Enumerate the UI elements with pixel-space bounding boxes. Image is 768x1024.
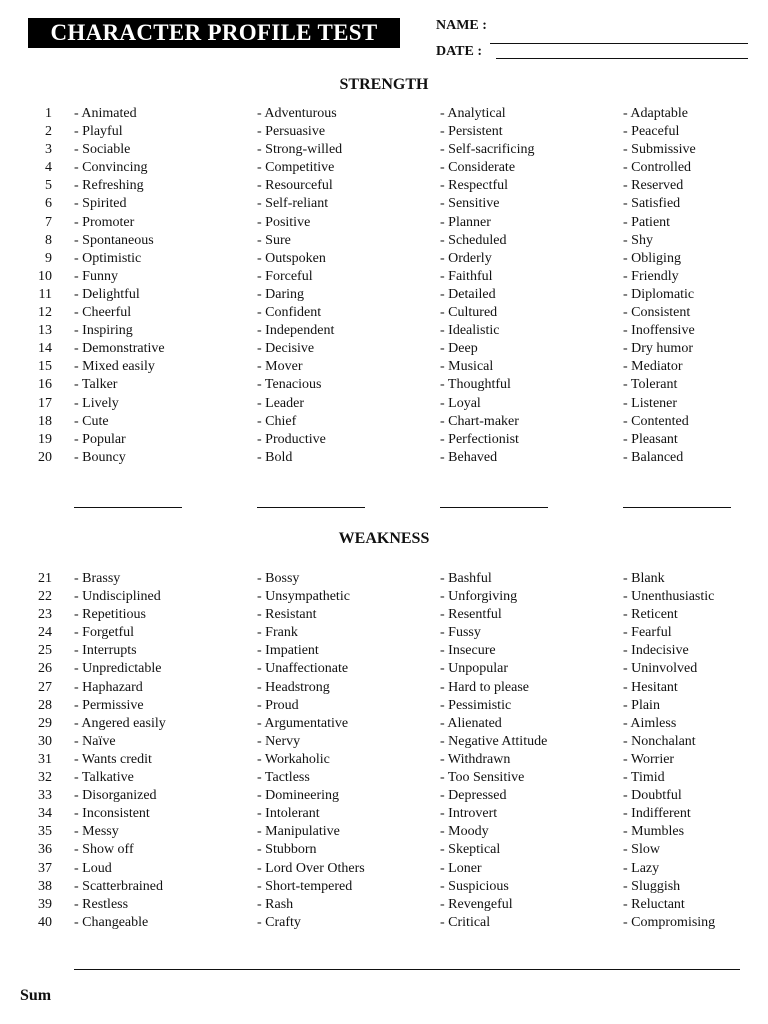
row-number: 20: [38, 449, 52, 465]
row-number: 25: [38, 643, 52, 659]
trait-col-2[interactable]: - Decisive: [257, 341, 315, 357]
trait-col-2[interactable]: - Tenacious: [257, 377, 322, 393]
trait-col-3[interactable]: - Introvert: [440, 806, 498, 822]
table-row: [0, 642, 768, 660]
row-number: 34: [38, 806, 52, 822]
trait-col-1[interactable]: - Funny: [74, 268, 118, 284]
trait-col-2[interactable]: - Self-reliant: [257, 196, 329, 212]
trait-col-1[interactable]: - Angered easily: [74, 715, 166, 731]
row-number: 32: [38, 770, 52, 786]
trait-col-2[interactable]: - Resistant: [257, 607, 317, 623]
trait-col-2[interactable]: - Chief: [257, 413, 297, 429]
trait-col-1[interactable]: - Loud: [74, 860, 112, 876]
sum-field[interactable]: [74, 969, 740, 970]
trait-col-4[interactable]: - Controlled: [623, 160, 692, 176]
trait-col-4[interactable]: - Nonchalant: [623, 733, 696, 749]
row-number: 40: [38, 914, 52, 930]
row-number: 13: [38, 323, 52, 339]
trait-col-3[interactable]: - Unforgiving: [440, 589, 518, 605]
trait-col-4[interactable]: - Balanced: [623, 449, 684, 465]
trait-col-1[interactable]: - Popular: [74, 431, 126, 447]
table-row: [0, 105, 768, 123]
trait-col-1[interactable]: - Playful: [74, 124, 123, 140]
trait-col-2[interactable]: - Intolerant: [257, 806, 320, 822]
trait-col-3[interactable]: - Loner: [440, 860, 482, 876]
trait-col-3[interactable]: - Skeptical: [440, 842, 501, 858]
trait-col-4[interactable]: - Consistent: [623, 305, 691, 321]
strength-score-col-2[interactable]: [257, 507, 365, 508]
trait-col-1[interactable]: - Forgetful: [74, 625, 135, 641]
strength-list: [0, 105, 768, 467]
strength-score-col-3[interactable]: [440, 507, 548, 508]
table-row: [0, 268, 768, 286]
table-row: [0, 340, 768, 358]
trait-col-3[interactable]: - Idealistic: [440, 323, 500, 339]
trait-col-2[interactable]: - Unaffectionate: [257, 661, 349, 677]
trait-col-3[interactable]: - Negative Attitude: [440, 733, 548, 749]
trait-col-1[interactable]: - Unpredictable: [74, 661, 162, 677]
table-row: [0, 805, 768, 823]
table-row: [0, 413, 768, 431]
page-title: CHARACTER PROFILE TEST: [28, 18, 400, 48]
trait-col-3[interactable]: - Insecure: [440, 643, 496, 659]
trait-col-4[interactable]: - Diplomatic: [623, 286, 695, 302]
table-row: [0, 769, 768, 787]
row-number: 2: [45, 124, 52, 140]
table-row: [0, 733, 768, 751]
trait-col-4[interactable]: - Friendly: [623, 268, 679, 284]
name-label: NAME :: [436, 18, 487, 33]
trait-col-3[interactable]: - Bashful: [440, 571, 492, 586]
trait-col-3[interactable]: - Respectful: [440, 178, 509, 194]
trait-col-4[interactable]: - Sluggish: [623, 878, 681, 894]
table-row: [0, 286, 768, 304]
trait-col-1[interactable]: - Messy: [74, 824, 119, 840]
table-row: [0, 570, 768, 588]
trait-col-4[interactable]: - Reluctant: [623, 896, 685, 912]
trait-col-2[interactable]: - Bossy: [257, 571, 300, 586]
trait-col-3[interactable]: - Hard to please: [440, 679, 530, 695]
trait-col-3[interactable]: - Detailed: [440, 286, 496, 302]
trait-col-4[interactable]: - Worrier: [623, 751, 675, 767]
trait-col-4[interactable]: - Adaptable: [623, 106, 688, 121]
table-row: [0, 679, 768, 697]
row-number: 21: [38, 571, 52, 586]
trait-col-3[interactable]: - Depressed: [440, 788, 507, 804]
trait-col-4[interactable]: - Satisfied: [623, 196, 681, 212]
row-number: 5: [45, 178, 52, 194]
strength-score-col-1[interactable]: [74, 507, 182, 508]
trait-col-3[interactable]: - Behaved: [440, 449, 498, 465]
row-number: 36: [38, 842, 52, 858]
trait-col-4[interactable]: - Obliging: [623, 250, 681, 266]
row-number: 8: [45, 232, 52, 248]
trait-col-1[interactable]: - Scatterbrained: [74, 878, 164, 894]
table-row: [0, 606, 768, 624]
trait-col-2[interactable]: - Stubborn: [257, 842, 317, 858]
row-number: 7: [45, 214, 52, 230]
trait-col-1[interactable]: - Talker: [74, 377, 118, 393]
trait-col-3[interactable]: - Persistent: [440, 124, 503, 140]
trait-col-2[interactable]: - Persuasive: [257, 124, 326, 140]
trait-col-1[interactable]: - Brassy: [74, 571, 121, 586]
trait-col-3[interactable]: - Suspicious: [440, 878, 509, 894]
row-number: 27: [38, 679, 52, 695]
trait-col-1[interactable]: - Bouncy: [74, 449, 126, 465]
table-row: [0, 141, 768, 159]
trait-col-3[interactable]: - Pessimistic: [440, 697, 512, 713]
trait-col-4[interactable]: - Contented: [623, 413, 689, 429]
row-number: 37: [38, 860, 52, 876]
trait-col-3[interactable]: - Critical: [440, 914, 491, 930]
row-number: 30: [38, 733, 52, 749]
trait-col-2[interactable]: - Unsympathetic: [257, 589, 350, 605]
trait-col-4[interactable]: - Shy: [623, 232, 653, 248]
weakness-title: WEAKNESS: [338, 530, 430, 547]
date-label: DATE :: [436, 44, 483, 59]
trait-col-1[interactable]: - Sociable: [74, 142, 131, 158]
row-number: 16: [38, 377, 52, 393]
row-number: 31: [38, 751, 52, 767]
trait-col-1[interactable]: - Show off: [74, 842, 134, 858]
row-number: 23: [38, 607, 52, 623]
row-number: 38: [38, 878, 52, 894]
trait-col-4[interactable]: - Fearful: [623, 625, 672, 641]
row-number: 12: [38, 305, 52, 321]
table-row: [0, 214, 768, 232]
trait-col-2[interactable]: - Resourceful: [257, 178, 333, 194]
table-row: [0, 878, 768, 896]
trait-col-1[interactable]: - Promoter: [74, 214, 135, 230]
trait-col-4[interactable]: - Plain: [623, 697, 660, 713]
row-number: 10: [38, 268, 52, 284]
trait-col-1[interactable]: - Spirited: [74, 196, 127, 212]
trait-col-4[interactable]: - Indifferent: [623, 806, 691, 822]
trait-col-4[interactable]: - Peaceful: [623, 124, 680, 140]
trait-col-2[interactable]: - Lord Over Others: [257, 860, 365, 876]
row-number: 6: [45, 196, 52, 212]
table-row: [0, 395, 768, 413]
trait-col-1[interactable]: - Changeable: [74, 914, 149, 930]
row-number: 14: [38, 341, 52, 357]
trait-col-1[interactable]: - Cheerful: [74, 305, 132, 321]
trait-col-4[interactable]: - Indecisive: [623, 643, 689, 659]
row-number: 11: [38, 286, 52, 302]
trait-col-3[interactable]: - Unpopular: [440, 661, 509, 677]
row-number: 17: [38, 395, 52, 411]
trait-col-1[interactable]: - Delightful: [74, 286, 140, 302]
trait-col-2[interactable]: - Daring: [257, 286, 305, 302]
trait-col-1[interactable]: - Lively: [74, 395, 119, 411]
table-row: [0, 431, 768, 449]
row-number: 22: [38, 589, 52, 605]
trait-col-2[interactable]: - Competitive: [257, 160, 335, 176]
weakness-list: [0, 570, 768, 932]
trait-col-4[interactable]: - Reserved: [623, 178, 684, 194]
trait-col-2[interactable]: - Strong-willed: [257, 142, 343, 158]
trait-col-2[interactable]: - Bold: [257, 449, 293, 465]
row-number: 9: [45, 250, 52, 266]
trait-col-2[interactable]: - Frank: [257, 625, 298, 641]
trait-col-4[interactable]: - Tolerant: [623, 377, 678, 393]
table-row: [0, 841, 768, 859]
trait-col-2[interactable]: - Mover: [257, 359, 303, 375]
row-number: 19: [38, 431, 52, 447]
trait-col-3[interactable]: - Faithful: [440, 268, 493, 284]
table-row: [0, 860, 768, 878]
trait-col-4[interactable]: - Pleasant: [623, 431, 678, 447]
trait-col-2[interactable]: - Outspoken: [257, 250, 326, 266]
trait-col-3[interactable]: - Orderly: [440, 250, 492, 266]
row-number: 39: [38, 896, 52, 912]
trait-col-1[interactable]: - Restless: [74, 896, 129, 912]
table-row: [0, 624, 768, 642]
trait-col-4[interactable]: - Reticent: [623, 607, 678, 623]
trait-col-4[interactable]: - Unenthusiastic: [623, 589, 715, 605]
trait-col-1[interactable]: - Optimistic: [74, 250, 142, 266]
row-number: 26: [38, 661, 52, 677]
trait-col-4[interactable]: - Compromising: [623, 914, 716, 930]
table-row: [0, 697, 768, 715]
trait-col-1[interactable]: - Interrupts: [74, 643, 137, 659]
trait-col-3[interactable]: - Alienated: [440, 715, 502, 731]
trait-col-4[interactable]: - Submissive: [623, 142, 696, 158]
row-number: 15: [38, 359, 52, 375]
trait-col-1[interactable]: - Refreshing: [74, 178, 144, 194]
trait-col-3[interactable]: - Fussy: [440, 625, 481, 641]
trait-col-2[interactable]: - Leader: [257, 395, 305, 411]
trait-col-2[interactable]: - Rash: [257, 896, 294, 912]
trait-col-2[interactable]: - Tactless: [257, 770, 310, 786]
trait-col-4[interactable]: - Timid: [623, 770, 665, 786]
trait-col-4[interactable]: - Slow: [623, 842, 660, 858]
trait-col-1[interactable]: - Inconsistent: [74, 806, 150, 822]
trait-col-1[interactable]: - Haphazard: [74, 679, 143, 695]
table-row: [0, 123, 768, 141]
trait-col-4[interactable]: - Mumbles: [623, 824, 685, 840]
trait-col-3[interactable]: - Perfectionist: [440, 431, 519, 447]
trait-col-2[interactable]: - Workaholic: [257, 751, 330, 767]
trait-col-2[interactable]: - Sure: [257, 232, 291, 248]
trait-col-1[interactable]: - Convincing: [74, 160, 148, 176]
trait-col-2[interactable]: - Short-tempered: [257, 878, 353, 894]
trait-col-2[interactable]: - Positive: [257, 214, 311, 230]
trait-col-4[interactable]: - Inoffensive: [623, 323, 695, 339]
trait-col-3[interactable]: - Resentful: [440, 607, 502, 623]
trait-col-4[interactable]: - Lazy: [623, 860, 660, 876]
trait-col-4[interactable]: - Patient: [623, 214, 671, 230]
row-number: 29: [38, 715, 52, 731]
row-number: 28: [38, 697, 52, 713]
strength-score-col-4[interactable]: [623, 507, 731, 508]
trait-col-1[interactable]: - Inspiring: [74, 323, 133, 339]
trait-col-4[interactable]: - Doubtful: [623, 788, 682, 804]
row-number: 18: [38, 413, 52, 429]
table-row: [0, 304, 768, 322]
trait-col-1[interactable]: - Undisciplined: [74, 589, 161, 605]
trait-col-1[interactable]: - Cute: [74, 413, 109, 429]
strength-title: STRENGTH: [339, 76, 429, 93]
row-number: 24: [38, 625, 52, 641]
row-number: 1: [45, 106, 52, 121]
trait-col-3[interactable]: - Analytical: [440, 106, 506, 121]
table-row: [0, 159, 768, 177]
trait-col-4[interactable]: - Listener: [623, 395, 678, 411]
trait-col-3[interactable]: - Cultured: [440, 305, 498, 321]
trait-col-2[interactable]: - Manipulative: [257, 824, 340, 840]
trait-col-3[interactable]: - Planner: [440, 214, 491, 230]
table-row: [0, 232, 768, 250]
trait-col-2[interactable]: - Proud: [257, 697, 299, 713]
trait-col-2[interactable]: - Domineering: [257, 788, 340, 804]
trait-col-1[interactable]: - Talkative: [74, 770, 134, 786]
trait-col-2[interactable]: - Confident: [257, 305, 322, 321]
trait-col-1[interactable]: - Demonstrative: [74, 341, 165, 357]
table-row: [0, 449, 768, 467]
table-row: [0, 588, 768, 606]
trait-col-4[interactable]: - Dry humor: [623, 341, 693, 357]
trait-col-2[interactable]: - Independent: [257, 323, 335, 339]
trait-col-2[interactable]: - Productive: [257, 431, 326, 447]
table-row: [0, 751, 768, 769]
trait-col-2[interactable]: - Nervy: [257, 733, 301, 749]
name-field[interactable]: [490, 43, 748, 44]
trait-col-3[interactable]: - Scheduled: [440, 232, 507, 248]
table-row: [0, 250, 768, 268]
row-number: 4: [45, 160, 52, 176]
trait-col-2[interactable]: - Forceful: [257, 268, 313, 284]
row-number: 35: [38, 824, 52, 840]
table-row: [0, 715, 768, 733]
table-row: [0, 823, 768, 841]
table-row: [0, 358, 768, 376]
table-row: [0, 177, 768, 195]
table-row: [0, 896, 768, 914]
trait-col-4[interactable]: - Blank: [623, 571, 665, 586]
trait-col-3[interactable]: - Thoughtful: [440, 377, 511, 393]
trait-col-3[interactable]: - Musical: [440, 359, 494, 375]
trait-col-1[interactable]: - Naïve: [74, 733, 116, 749]
trait-col-3[interactable]: - Loyal: [440, 395, 481, 411]
trait-col-2[interactable]: - Headstrong: [257, 679, 330, 695]
trait-col-1[interactable]: - Animated: [74, 106, 137, 121]
trait-col-4[interactable]: - Aimless: [623, 715, 677, 731]
date-field[interactable]: [496, 58, 748, 59]
trait-col-2[interactable]: - Impatient: [257, 643, 319, 659]
trait-col-2[interactable]: - Argumentative: [257, 715, 349, 731]
trait-col-1[interactable]: - Mixed easily: [74, 359, 155, 375]
trait-col-2[interactable]: - Adventurous: [257, 106, 337, 121]
trait-col-3[interactable]: - Moody: [440, 824, 489, 840]
trait-col-3[interactable]: - Deep: [440, 341, 478, 357]
table-row: [0, 195, 768, 213]
sum-label: Sum: [20, 987, 52, 1004]
row-number: 3: [45, 142, 52, 158]
trait-col-1[interactable]: - Disorganized: [74, 788, 157, 804]
trait-col-3[interactable]: - Too Sensitive: [440, 770, 525, 786]
trait-col-4[interactable]: - Hesitant: [623, 679, 678, 695]
trait-col-4[interactable]: - Uninvolved: [623, 661, 698, 677]
row-number: 33: [38, 788, 52, 804]
trait-col-4[interactable]: - Mediator: [623, 359, 683, 375]
trait-col-3[interactable]: - Revengeful: [440, 896, 513, 912]
table-row: [0, 787, 768, 805]
trait-col-3[interactable]: - Sensitive: [440, 196, 500, 212]
table-row: [0, 660, 768, 678]
trait-col-1[interactable]: - Wants credit: [74, 751, 152, 767]
trait-col-2[interactable]: - Crafty: [257, 914, 301, 930]
table-row: [0, 914, 768, 932]
table-row: [0, 322, 768, 340]
trait-col-1[interactable]: - Spontaneous: [74, 232, 154, 248]
trait-col-1[interactable]: - Permissive: [74, 697, 144, 713]
trait-col-3[interactable]: - Chart-maker: [440, 413, 519, 429]
trait-col-3[interactable]: - Considerate: [440, 160, 516, 176]
table-row: [0, 376, 768, 394]
trait-col-3[interactable]: - Withdrawn: [440, 751, 511, 767]
trait-col-1[interactable]: - Repetitious: [74, 607, 146, 623]
trait-col-3[interactable]: - Self-sacrificing: [440, 142, 535, 158]
